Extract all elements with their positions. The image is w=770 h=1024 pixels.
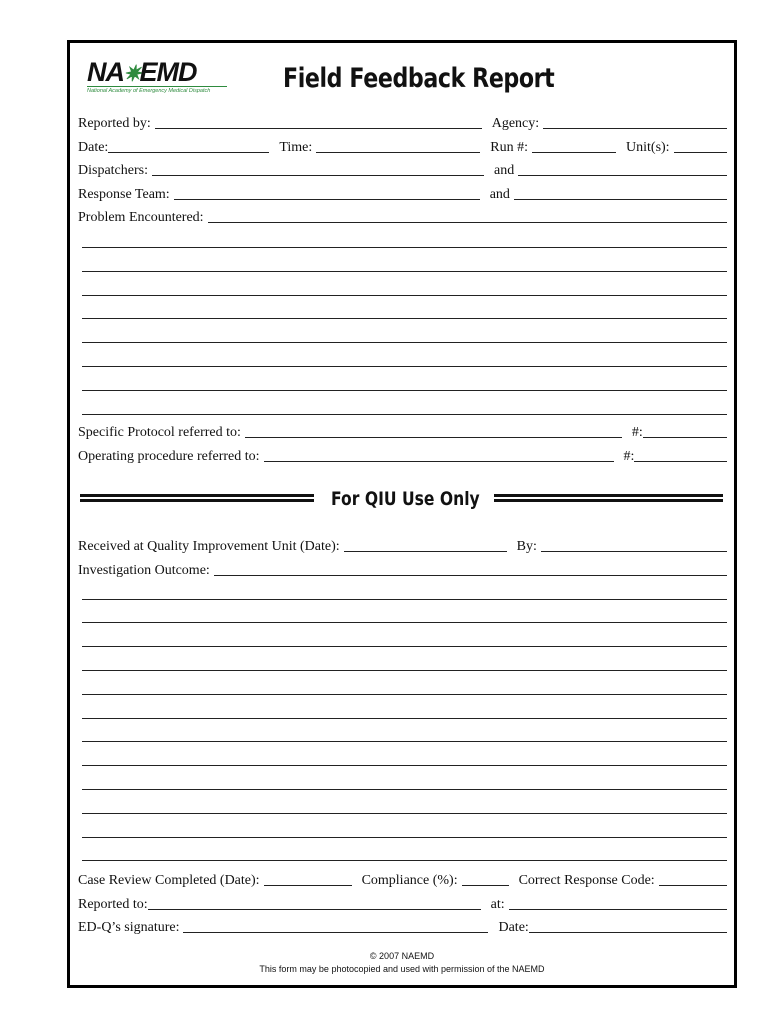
problem-label: Problem Encountered:: [78, 210, 204, 225]
row-response-team: [78, 185, 727, 203]
date-label: Date:: [78, 140, 109, 155]
specific-protocol-number-field[interactable]: [643, 425, 727, 438]
star-of-life-icon: ✷: [123, 61, 141, 86]
reported-to-field[interactable]: [148, 897, 481, 910]
date-field[interactable]: [108, 140, 269, 153]
at-label: at:: [490, 897, 505, 912]
dispatchers-and-label: and: [493, 163, 515, 178]
compliance-label: Compliance (%):: [361, 873, 458, 888]
problem-line[interactable]: [82, 366, 727, 367]
row-case-review: [78, 871, 727, 889]
outcome-line[interactable]: [82, 718, 727, 719]
outcome-line[interactable]: [82, 646, 727, 647]
problem-line[interactable]: [82, 271, 727, 272]
problem-line[interactable]: [82, 318, 727, 319]
signature-date-label: Date:: [498, 920, 529, 935]
qiu-section-heading: For QIU Use Only: [331, 488, 480, 510]
dispatchers-field-2[interactable]: [518, 163, 727, 176]
copyright-notice: © 2007 NAEMD: [369, 951, 435, 961]
row-date-time: [78, 138, 727, 156]
row-investigation-outcome: [78, 561, 727, 579]
form-border: [67, 40, 737, 988]
operating-procedure-number-field[interactable]: [634, 449, 727, 462]
by-field[interactable]: [541, 539, 727, 552]
operating-procedure-number-label: #:: [623, 449, 635, 464]
outcome-line[interactable]: [82, 741, 727, 742]
agency-field[interactable]: [543, 116, 727, 129]
problem-field[interactable]: [208, 210, 727, 223]
row-reported-to: [78, 895, 727, 913]
logo-wordmark: [87, 58, 196, 88]
reported-to-label: Reported to:: [78, 897, 148, 912]
time-field[interactable]: [316, 140, 480, 153]
agency-label: Agency:: [491, 116, 540, 131]
units-label: Unit(s):: [626, 140, 670, 155]
outcome-line[interactable]: [82, 860, 727, 861]
investigation-outcome-field[interactable]: [214, 563, 727, 576]
page-title: Field Feedback Report: [283, 63, 555, 94]
section-divider-left: [80, 494, 314, 502]
row-edq-signature: [78, 918, 727, 936]
compliance-field[interactable]: [462, 873, 509, 886]
run-field[interactable]: [532, 140, 616, 153]
response-team-and-label: and: [489, 187, 510, 202]
response-team-field-2[interactable]: [514, 187, 727, 200]
received-date-field[interactable]: [344, 539, 507, 552]
logo-subtitle: National Academy of Emergency Medical Dispatch: [87, 86, 227, 94]
response-team-label: Response Team:: [78, 187, 170, 202]
outcome-line[interactable]: [82, 765, 727, 766]
case-review-label: Case Review Completed (Date):: [78, 873, 260, 888]
operating-procedure-field[interactable]: [264, 449, 614, 462]
logo-text-left: NA: [87, 57, 124, 87]
problem-line[interactable]: [82, 295, 727, 296]
row-operating-procedure: [78, 447, 727, 465]
problem-line[interactable]: [82, 342, 727, 343]
reported-by-label: Reported by:: [78, 116, 151, 131]
specific-protocol-number-label: #:: [631, 425, 643, 440]
edq-signature-field[interactable]: [183, 920, 488, 933]
response-code-label: Correct Response Code:: [518, 873, 655, 888]
row-problem: [78, 208, 727, 226]
outcome-line[interactable]: [82, 813, 727, 814]
row-dispatchers: [78, 161, 727, 179]
outcome-line[interactable]: [82, 694, 727, 695]
problem-line[interactable]: [82, 390, 727, 391]
row-specific-protocol: [78, 423, 727, 441]
dispatchers-label: Dispatchers:: [78, 163, 148, 178]
run-label: Run #:: [490, 140, 529, 155]
by-label: By:: [516, 539, 537, 554]
response-team-field-1[interactable]: [174, 187, 480, 200]
investigation-outcome-label: Investigation Outcome:: [78, 563, 210, 578]
case-review-date-field[interactable]: [264, 873, 352, 886]
signature-date-field[interactable]: [529, 920, 727, 933]
at-field[interactable]: [509, 897, 727, 910]
permission-notice: This form may be photocopied and used with permission of the NAEMD: [259, 964, 545, 974]
dispatchers-field-1[interactable]: [152, 163, 484, 176]
specific-protocol-label: Specific Protocol referred to:: [78, 425, 241, 440]
reported-by-field[interactable]: [155, 116, 482, 129]
received-label: Received at Quality Improvement Unit (Date):: [78, 539, 340, 554]
problem-line[interactable]: [82, 414, 727, 415]
response-code-field[interactable]: [659, 873, 727, 886]
outcome-line[interactable]: [82, 789, 727, 790]
specific-protocol-field[interactable]: [245, 425, 622, 438]
outcome-line[interactable]: [82, 670, 727, 671]
naemd-logo: [87, 58, 217, 96]
time-label: Time:: [279, 140, 313, 155]
outcome-line[interactable]: [82, 599, 727, 600]
edq-signature-label: ED-Q’s signature:: [78, 920, 180, 935]
row-received: [78, 537, 727, 555]
outcome-line[interactable]: [82, 837, 727, 838]
row-reported-by: [78, 114, 727, 132]
operating-procedure-label: Operating procedure referred to:: [78, 449, 260, 464]
logo-text-right: EMD: [139, 57, 197, 87]
outcome-line[interactable]: [82, 622, 727, 623]
section-divider-right: [494, 494, 723, 502]
problem-line[interactable]: [82, 247, 727, 248]
units-field[interactable]: [674, 140, 727, 153]
